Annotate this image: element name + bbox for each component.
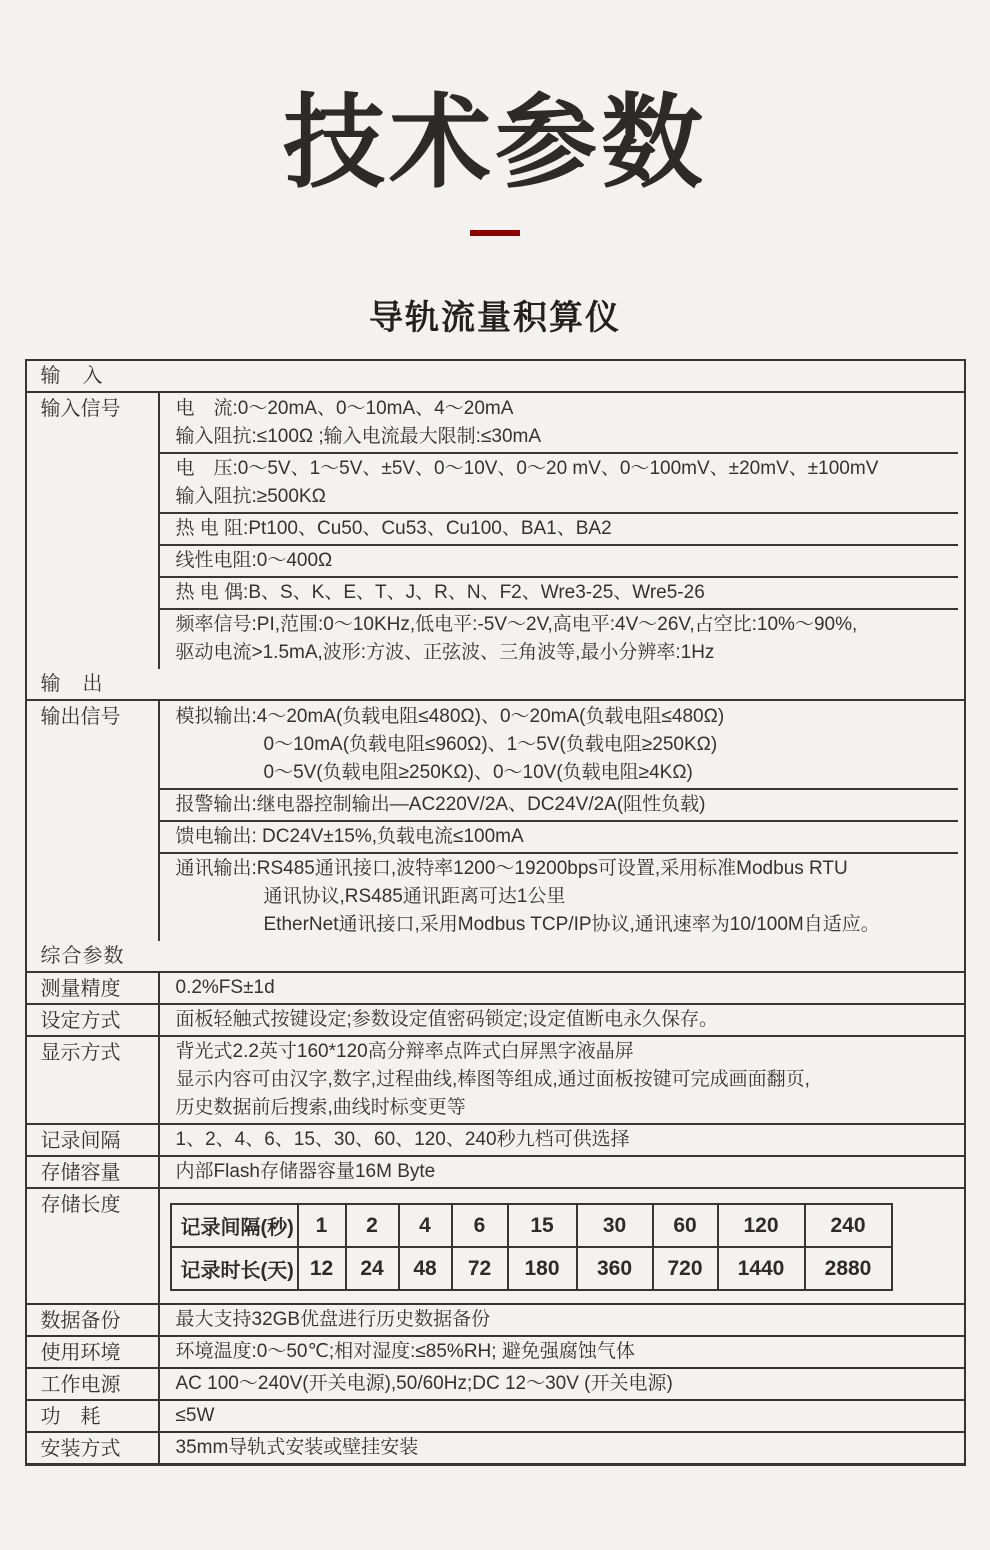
spec-value-line: 输入阻抗:≥500KΩ bbox=[175, 486, 326, 508]
spec-value-line: 面板轻触式按键设定;参数设定值密码锁定;设定值断电永久保存。 bbox=[175, 1009, 719, 1031]
storage-table-value: 240 bbox=[805, 1204, 892, 1247]
spec-value-line: 0～5V(负载电阻≥250KΩ)、0～10V(负载电阻≥4KΩ) bbox=[263, 762, 693, 784]
storage-table-value: 360 bbox=[577, 1247, 653, 1290]
spec-value-line: 线性电阻:0～400Ω bbox=[175, 550, 333, 572]
spec-row bbox=[27, 1155, 964, 1187]
spec-value-line: 驱动电流>1.5mA,波形:方波、正弦波、三角波等,最小分辨率:1Hz bbox=[175, 642, 715, 664]
spec-value-line: 历史数据前后搜索,曲线时标变更等 bbox=[175, 1097, 466, 1119]
spec-value-line: 报警输出:继电器控制输出—AC220V/2A、DC24V/2A(阻性负载) bbox=[175, 794, 706, 816]
spec-subrow bbox=[176, 702, 958, 788]
spec-label: 输入信号 bbox=[40, 398, 121, 421]
spec-row bbox=[27, 1035, 964, 1123]
storage-table-value: 60 bbox=[653, 1204, 718, 1247]
spec-subrow bbox=[160, 608, 958, 668]
spec-value-line: 热 电 阻:Pt100、Cu50、Cu53、Cu100、BA1、BA2 bbox=[175, 518, 612, 540]
spec-row bbox=[27, 391, 964, 669]
spec-value-line: 1、2、4、6、15、30、60、120、240秒九档可供选择 bbox=[175, 1129, 630, 1151]
spec-row bbox=[27, 1399, 964, 1431]
spec-value-line: 模拟输出:4～20mA(负载电阻≤480Ω)、0～20mA(负载电阻≤480Ω) bbox=[175, 706, 725, 728]
storage-table-value: 1440 bbox=[718, 1247, 805, 1290]
spec-label: 工作电源 bbox=[40, 1374, 121, 1397]
storage-table-value: 15 bbox=[508, 1204, 577, 1247]
spec-row bbox=[27, 1003, 964, 1035]
storage-table-value: 120 bbox=[718, 1204, 805, 1247]
spec-value-line: 通讯输出:RS485通讯接口,波特率1200～19200bps可设置,采用标准Modbus RTU bbox=[175, 858, 848, 880]
spec-value-line: 电 流:0～20mA、0～10mA、4～20mA bbox=[175, 398, 514, 420]
storage-table-row bbox=[171, 1247, 892, 1290]
section-header: 输 入 bbox=[40, 365, 104, 388]
spec-subrow bbox=[160, 576, 958, 608]
spec-subrow bbox=[160, 820, 958, 852]
spec-label: 功 耗 bbox=[40, 1406, 101, 1429]
spec-content bbox=[158, 1125, 964, 1155]
spec-label: 显示方式 bbox=[40, 1042, 121, 1065]
storage-table-value: 2880 bbox=[805, 1247, 892, 1290]
spec-row bbox=[27, 1123, 964, 1155]
spec-content bbox=[158, 701, 964, 941]
spec-value-line: 0.2%FS±1d bbox=[175, 977, 275, 999]
section-header: 输 出 bbox=[40, 673, 104, 696]
storage-table-header: 记录时长(天) bbox=[171, 1247, 298, 1290]
spec-subrow bbox=[160, 452, 958, 512]
spec-value-line: 0～10mA(负载电阻≤960Ω)、1～5V(负载电阻≥250KΩ) bbox=[263, 734, 718, 756]
storage-table-value: 48 bbox=[399, 1247, 452, 1290]
spec-content bbox=[158, 393, 964, 669]
storage-table-header: 记录间隔(秒) bbox=[171, 1204, 298, 1247]
spec-value-line: 频率信号:PI,范围:0～10KHz,低电平:-5V～2V,高电平:4V～26V,占空比:10%～90%, bbox=[175, 614, 858, 636]
spec-label: 输出信号 bbox=[40, 706, 121, 729]
spec-label: 设定方式 bbox=[40, 1010, 121, 1033]
spec-content bbox=[158, 1305, 964, 1335]
storage-table-value: 72 bbox=[452, 1247, 508, 1290]
spec-value-line: 输入阻抗:≤100Ω ;输入电流最大限制:≤30mA bbox=[175, 426, 542, 448]
spec-content bbox=[158, 1369, 964, 1399]
spec-row bbox=[27, 1367, 964, 1399]
storage-table-value: 2 bbox=[346, 1204, 399, 1247]
product-subtitle: 导轨流量积算仪 bbox=[369, 299, 621, 338]
spec-subrow bbox=[160, 788, 958, 820]
storage-table-value: 1 bbox=[298, 1204, 346, 1247]
spec-value-line: 最大支持32GB优盘进行历史数据备份 bbox=[175, 1309, 491, 1331]
spec-value-line: 馈电输出: DC24V±15%,负载电流≤100mA bbox=[175, 826, 524, 848]
spec-value-line: EtherNet通讯接口,采用Modbus TCP/IP协议,通讯速率为10/100M自适应。 bbox=[263, 914, 880, 936]
spec-row bbox=[27, 1303, 964, 1335]
section-header: 综合参数 bbox=[40, 945, 125, 968]
spec-label: 测量精度 bbox=[40, 978, 121, 1001]
storage-table-row bbox=[171, 1204, 892, 1247]
storage-table-value: 720 bbox=[653, 1247, 718, 1290]
spec-label: 存储长度 bbox=[40, 1194, 121, 1217]
storage-table-value: 6 bbox=[452, 1204, 508, 1247]
spec-row bbox=[27, 1431, 964, 1463]
spec-content bbox=[158, 1005, 964, 1035]
spec-subrow bbox=[160, 544, 958, 576]
spec-subrow bbox=[160, 512, 958, 544]
spec-label: 数据备份 bbox=[40, 1310, 121, 1333]
spec-value-line: AC 100～240V(开关电源),50/60Hz;DC 12～30V (开关电源) bbox=[175, 1373, 673, 1395]
spec-content bbox=[158, 973, 964, 1003]
spec-value-line: ≤5W bbox=[175, 1405, 215, 1427]
spec-value-line: 环境温度:0～50℃;相对湿度:≤85%RH; 避免强腐蚀气体 bbox=[175, 1341, 635, 1363]
spec-value-line: 背光式2.2英寸160*120高分辩率点阵式白屏黑字液晶屏 bbox=[175, 1041, 634, 1063]
spec-value-line: 内部Flash存储器容量16M Byte bbox=[175, 1161, 436, 1183]
spec-content bbox=[158, 1037, 964, 1123]
storage-table-value: 30 bbox=[577, 1204, 653, 1247]
spec-row bbox=[27, 699, 964, 941]
spec-content bbox=[158, 1401, 964, 1431]
spec-label: 使用环境 bbox=[40, 1342, 121, 1365]
storage-table-value: 4 bbox=[399, 1204, 452, 1247]
page-title: 技术参数 bbox=[283, 86, 707, 200]
title-divider bbox=[470, 230, 520, 236]
spec-value-line: 电 压:0～5V、1～5V、±5V、0～10V、0～20 mV、0～100mV、±20mV、±100mV bbox=[175, 458, 879, 480]
storage-length-table bbox=[170, 1203, 893, 1291]
spec-subrow bbox=[176, 394, 958, 452]
storage-table-value: 12 bbox=[298, 1247, 346, 1290]
spec-content bbox=[158, 1189, 964, 1303]
spec-content bbox=[158, 1337, 964, 1367]
storage-table-value: 180 bbox=[508, 1247, 577, 1290]
spec-value-line: 35mm导轨式安装或壁挂安装 bbox=[175, 1437, 419, 1459]
spec-content bbox=[158, 1433, 964, 1463]
spec-subrow bbox=[160, 852, 958, 940]
spec-value-line: 热 电 偶:B、S、K、E、T、J、R、N、F2、Wre3-25、Wre5-26 bbox=[175, 582, 705, 604]
storage-table-value: 24 bbox=[346, 1247, 399, 1290]
spec-content bbox=[158, 1157, 964, 1187]
spec-label: 安装方式 bbox=[40, 1438, 121, 1461]
spec-row bbox=[27, 1335, 964, 1367]
spec-value-line: 通讯协议,RS485通讯距离可达1公里 bbox=[263, 886, 566, 908]
spec-value-line: 显示内容可由汉字,数字,过程曲线,棒图等组成,通过面板按键可完成画面翻页, bbox=[175, 1069, 810, 1091]
spec-row bbox=[27, 971, 964, 1003]
spec-label: 记录间隔 bbox=[40, 1130, 121, 1153]
spec-table bbox=[25, 359, 966, 1466]
spec-row bbox=[27, 1187, 964, 1303]
spec-label: 存储容量 bbox=[40, 1162, 121, 1185]
